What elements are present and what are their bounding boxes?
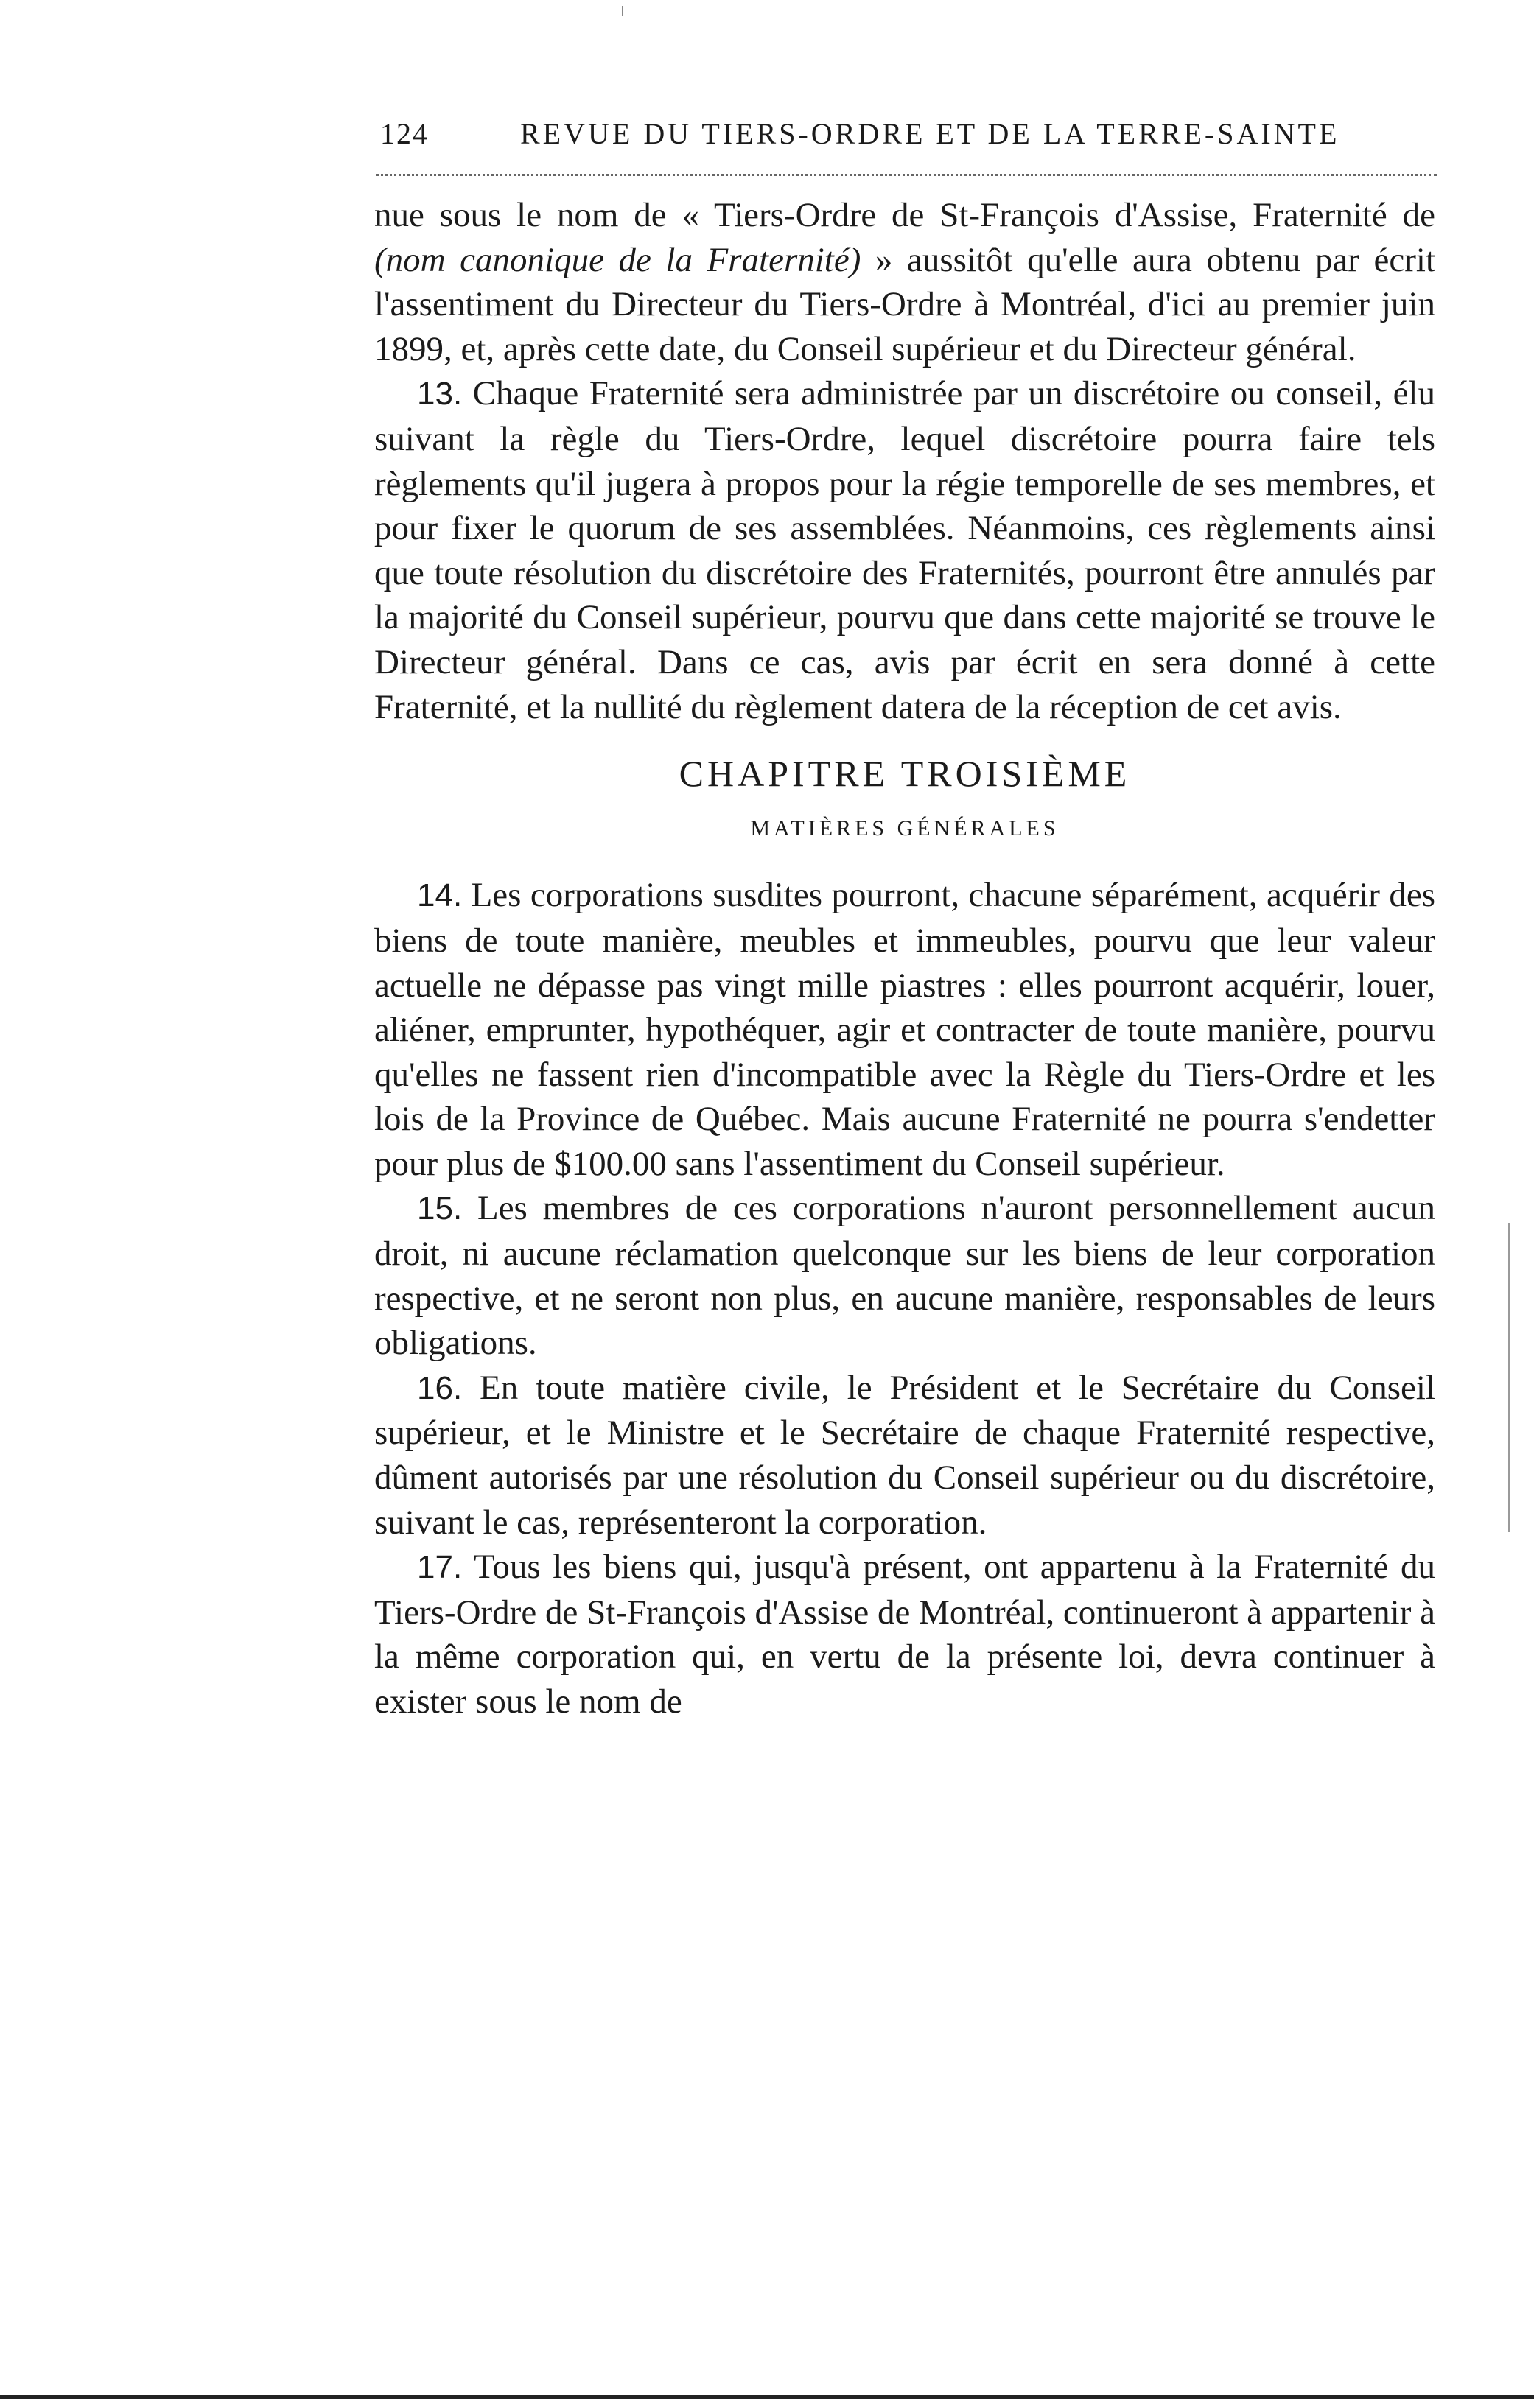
article-16 [374, 1366, 1435, 1545]
article-number: 16. [417, 1369, 463, 1406]
paragraph-text: nue sous le nom de « Tiers-Ordre de St-François d'Assise, Fraternité de [374, 196, 1435, 234]
running-title: REVUE DU TIERS-ORDRE ET DE LA TERRE-SAINTE [520, 117, 1340, 150]
italic-text: (nom canonique de la Fraternité) [374, 240, 861, 279]
margin-mark [1508, 1223, 1510, 1532]
chapter-subtitle: MATIÈRES GÉNÉRALES [750, 815, 1060, 840]
scan-mark [622, 6, 623, 16]
paragraph-continuation [374, 193, 1435, 371]
header-rule [376, 174, 1437, 176]
article-number: 13. [417, 376, 463, 413]
article-15 [374, 1186, 1435, 1365]
article-text: En toute matière civile, le Président et le Secrétaire du Conseil supérieur, et le Ministre et le Secrétaire de chaque Fraternité respective, dûment autorisés par une résolution du Conseil supérieur ou du discrétoire, suivant le cas, représenteront la corporation. [374, 1368, 1435, 1542]
running-header [380, 116, 1353, 151]
article-text: Tous les biens qui, jusqu'à présent, ont appartenu à la Fraternité du Tiers-Ordre de St-François d'Assise de Montréal, continueront à appartenir à la même corporation qui, en vertu de la présente loi, devra continuer à exister sous le nom de [374, 1548, 1435, 1721]
article-text: Les membres de ces corporations n'auront personnellement aucun droit, ni aucune réclamation quelconque sur les biens de leur corporation respective, et ne seront non plus, en aucune manière, responsables de leurs obligations. [374, 1189, 1435, 1363]
article-14 [374, 873, 1435, 1186]
article-17 [374, 1545, 1435, 1724]
paragraph-text: » aussitôt qu'elle aura obtenu par écrit l'assentiment du Directeur du Tiers-Ordre à Montréal, d'ici au premier juin 1899, et, après cette date, du Conseil supérieur et du Directeur général. [374, 240, 1435, 368]
page-number: 124 [380, 117, 429, 150]
chapter-title: CHAPITRE TROISIÈME [679, 753, 1131, 795]
article-text: Chaque Fraternité sera administrée par un discrétoire ou conseil, élu suivant la règle du Tiers-Ordre, lequel discrétoire pourra faire tels règlements qu'il jugera à propos pour la régie temporelle de ses membres, et pour fixer le quorum de ses assemblées. Néanmoins, ces règlements ainsi que toute résolution du discrétoire des Fraternités, pourront être annulés par la majorité du Conseil supérieur, pourvu que dans cette majorité se trouve le Directeur général. Dans ce cas, avis par écrit en sera donné à cette Fraternité, et la nullité du règlement datera de la réception de cet avis. [374, 374, 1435, 726]
scan-bottom-edge [0, 2395, 1534, 2399]
article-number: 14. [417, 877, 463, 914]
article-number: 17. [417, 1549, 463, 1586]
article-number: 15. [417, 1190, 463, 1227]
article-13 [374, 371, 1435, 729]
body-text [374, 193, 1435, 1724]
article-text: Les corporations susdites pourront, chacune séparément, acquérir des biens de toute manière, meubles et immeubles, pourvu que leur valeur actuelle ne dépasse pas vingt mille piastres : elles pourront acquérir, louer, aliéner, emprunter, hypothéquer, agir et contracter de toute manière, pourvu qu'elles ne fassent rien d'incompatible avec la Règle du Tiers-Ordre et les lois de la Province de Québec. Mais aucune Fraternité ne pourra s'endetter pour plus de $100.00 sans l'assentiment du Conseil supérieur. [374, 876, 1435, 1183]
